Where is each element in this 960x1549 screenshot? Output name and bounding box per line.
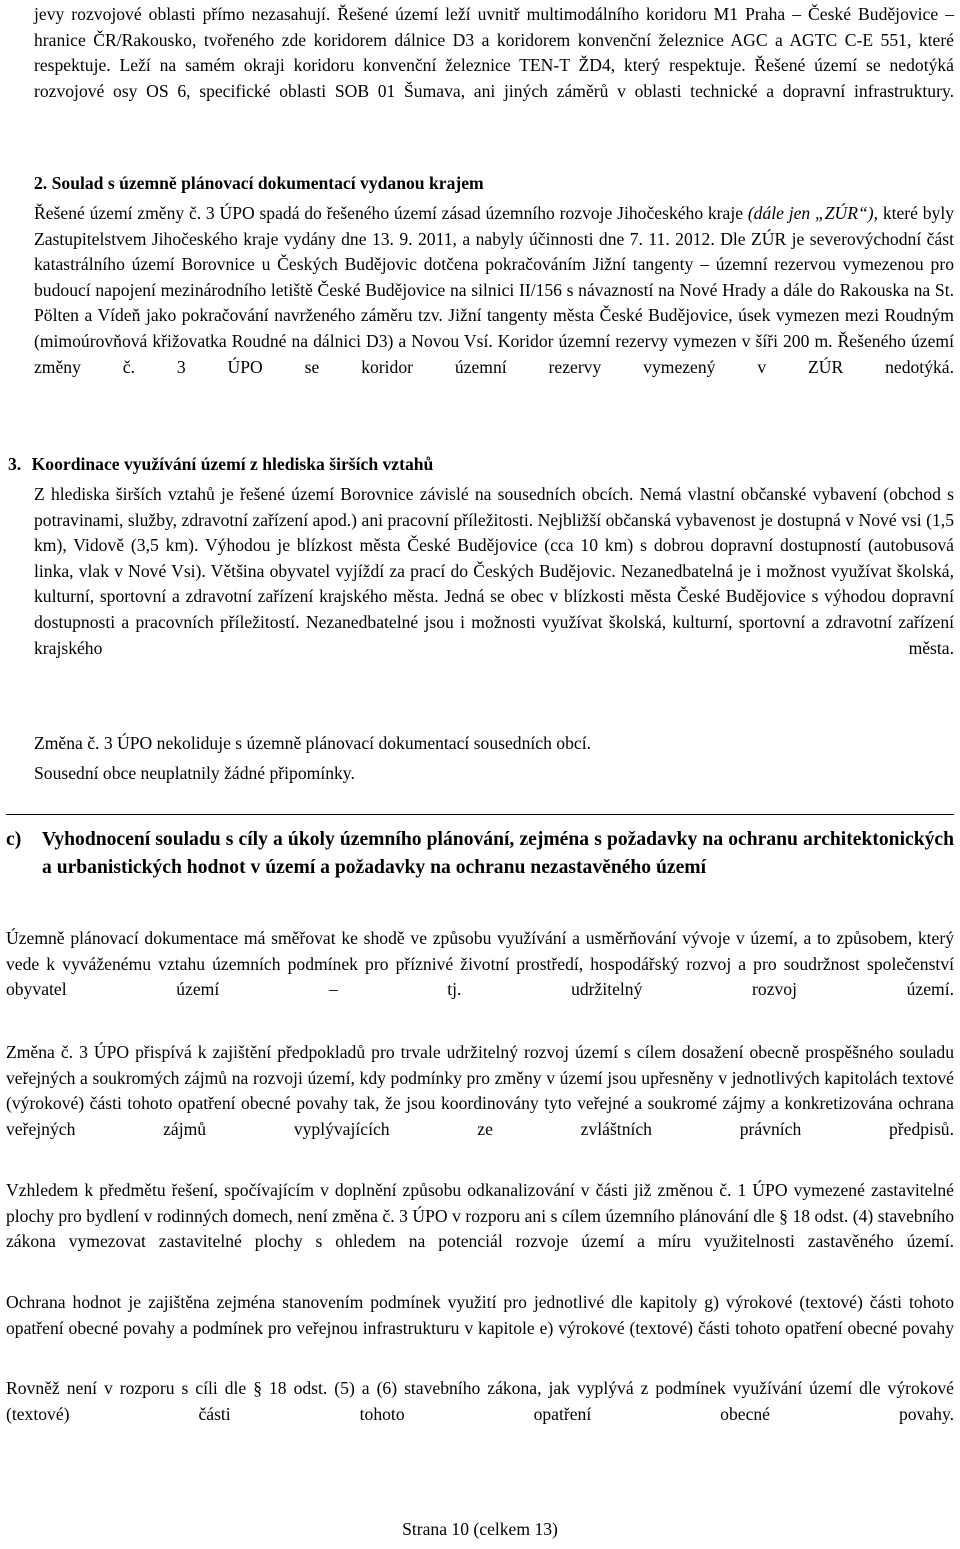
section-2-heading [34, 171, 954, 197]
section-divider [6, 814, 954, 815]
section-3-paragraph-1: Z hlediska širších vztahů je řešené území Borovnice závislé na sousedních obcích. Nemá vlastní občanské vybavení (obchod s potravinami, služby, zdravotní zařízení apod.) ani pracovní příležitosti. Nejbližší občanská vybavenost je dostupná v Nové vsi (1,5 km), Vidově (3,5 km). Výhodou je blízkost města České Budějovice (cca 10 km) s dobrou dopravní dostupností (autobusová linka, vlak v Nové Vsi). Většina obyvatel vyjíždí za prací do Českých Budějovic. Nezanedbatelná je i možnost využívat školská, kulturní, sportovní a zdravotní zařízení krajského města. Jedná se obec v blízkosti města České Budějovice s výhodou dopravní dostupnosti a pracovních příležitostí. Nezanedbatelné jsou i možnosti využívat školská, kulturní, sportovní a zdravotní zařízení krajského města. [34, 484, 954, 658]
section-2-paragraph [34, 201, 954, 406]
section-3-title: Koordinace využívání území z hlediska širších vztahů [31, 454, 434, 474]
section-c-title: Vyhodnocení souladu s cíly a úkoly územního plánování, zejména s požadavky na ochranu architektonických a urbanistických hodnot v území a požadavky na ochranu nezastavěného území [42, 829, 954, 878]
section-2-paragraph-start: Řešené území změny č. 3 ÚPO spadá do řešeného území zásad územního rozvoje Jihočeského kraje [34, 203, 748, 223]
section-3-paragraph-3: Sousední obce neuplatnily žádné připomínky. [34, 763, 355, 783]
section-2-paragraph-end: , které byly Zastupitelstvem Jihočeského kraje vydány dne 13. 9. 2011, a nabyly účinnosti dne 7. 11. 2012. Dle ZÚR je severovýchodní část katastrálního území Borovnice u Českých Budějovic dotčena pokračováním Jižní tangenty – územní rezervou vymezenou pro budoucí napojení mezinárodního letiště České Budějovice na silnici II/156 s návazností na Nové Hrady a dále do Rakouska na St. Pölten a Vídeň jako pokračování navrženého záměru tzv. Jižní tangenty města České Budějovice, úsek vymezen mezi Roudným (mimoúrovňová křižovatka Roudné na dálnici D3) a Novou Vsí. Koridor územní rezervy vymezen v šíři 200 m. Řešeného území změny č. 3 ÚPO se koridor územní rezervy vymezený v ZÚR nedotýká. [34, 203, 955, 377]
section-2-number: 2. [34, 173, 48, 193]
section-c-paragraph-5: Rovněž není v rozporu s cíli dle § 18 odst. (5) a (6) stavebního zákona, jak vyplývá z podmínek využívání území dle výrokové (textové) části tohoto opatření obecné povahy. [6, 1378, 954, 1424]
section-3-paragraph-2: Změna č. 3 ÚPO nekoliduje s územně plánovací dokumentací sousedních obcí. [34, 733, 591, 753]
section-c-letter: c) [6, 829, 22, 850]
section-2-title: Soulad s územně plánovací dokumentací vydanou krajem [51, 173, 484, 193]
section-3-heading [8, 452, 948, 478]
section-c-paragraph-2: Změna č. 3 ÚPO přispívá k zajištění předpokladů pro trvale udržitelný rozvoj území s cílem dosažení obecně prospěšného souladu veřejných a soukromých zájmů na rozvoji území, kdy podmínky pro změny v území jsou upřesněny v jednotlivých kapitolách textové (výrokové) části tohoto opatření obecné povahy tak, že jsou koordinovány tyto veřejné a soukromé zájmy a konkretizována ochrana veřejných zájmů vyplývajících ze zvláštních právních předpisů. [6, 1042, 954, 1139]
section-3-number: 3. [8, 454, 22, 474]
section-c-paragraph-1: Územně plánovací dokumentace má směřovat ke shodě ve způsobu využívání a usměrňování vývoje v území, a to způsobem, který vede k vyváženému vztahu územních podmínek pro příznivé životní prostředí, hospodářský rozvoj a pro soudržnost společenství obyvatel území – tj. udržitelný rozvoj území. [6, 928, 954, 1000]
section-c-paragraph-3: Vzhledem k předmětu řešení, spočívajícím v doplnění způsobu odkanalizování v části již změnou č. 1 ÚPO vymezené zastavitelné plochy pro bydlení v rodinných domech, není změna č. 3 ÚPO v rozporu ani s cílem územního plánování dle § 18 odst. (4) stavebního zákona vymezovat zastavitelné plochy s ohledem na potenciál rozvoje území a míru využitelnosti zastavěného území. [6, 1180, 954, 1252]
section-b-intro-paragraph: jevy rozvojové oblasti přímo nezasahují. Řešené území leží uvnitř multimodálního koridoru M1 Praha – České Budějovice – hranice ČR/Rakousko, tvořeného zde koridorem dálnice D3 a koridorem konvenční železnice AGC a AGTC C-E 551, které respektuje. Leží na samém okraji koridoru konvenční železnice TEN-T ŽD4, který respektuje. Řešené území se nedotýká rozvojové osy OS 6, specifické oblasti SOB 01 Šumava, ani jiných záměrů v oblasti technické a dopravní infrastruktury. [34, 4, 954, 101]
section-c-paragraph-4: Ochrana hodnot je zajištěna zejména stanovením podmínek využití pro jednotlivé dle kapitoly g) výrokové (textové) části tohoto opatření obecné povahy a podmínek pro veřejnou infrastrukturu v kapitole e) výrokové (textové) části tohoto opatření obecné povahy [6, 1292, 954, 1338]
page-number-footer: Strana 10 (celkem 13) [402, 1519, 558, 1539]
section-2-paragraph-abbrev: (dále jen „ZÚR“) [747, 203, 874, 223]
